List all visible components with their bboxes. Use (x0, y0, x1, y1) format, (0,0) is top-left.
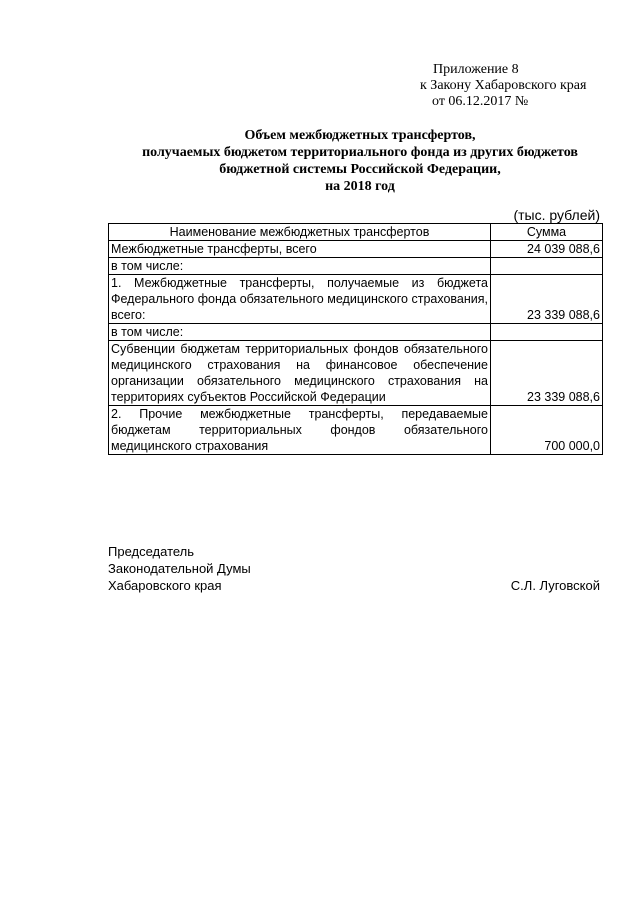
table-row (109, 324, 603, 341)
row-name: 1. Межбюджетные трансферты, получаемые из бюджета Федерального фонда обязательного медицинского страхования, всего: (109, 275, 491, 324)
row-name: Межбюджетные трансферты, всего (109, 241, 491, 258)
row-name: в том числе: (109, 324, 491, 341)
transfers-table (108, 223, 603, 455)
signature-position-2: Законодательной Думы (108, 561, 251, 576)
title-line-1: Объем межбюджетных трансфертов, (244, 128, 476, 143)
header-sum: Сумма (491, 224, 603, 241)
table-header-row (109, 224, 603, 241)
title-line-2: получаемых бюджетом территориального фонда из других бюджетов (142, 145, 578, 160)
row-sum: 23 339 088,6 (491, 341, 603, 406)
row-sum (491, 258, 603, 275)
title-line-3: бюджетной системы Российской Федерации, (219, 162, 501, 177)
title-line-4: на 2018 год (325, 179, 395, 194)
units-label: (тыс. рублей) (513, 207, 600, 223)
appendix-law: к Закону Хабаровского края (420, 78, 587, 93)
table-row (109, 275, 603, 324)
table-row (109, 341, 603, 406)
row-sum: 700 000,0 (491, 406, 603, 455)
signatory-name: С.Л. Луговской (510, 578, 600, 593)
row-sum: 23 339 088,6 (491, 275, 603, 324)
table-row (109, 241, 603, 258)
appendix-reference (420, 62, 586, 110)
row-name: 2. Прочие межбюджетные трансферты, передаваемые бюджетам территориальных фондов обязательного медицинского страхования (109, 406, 491, 455)
signature-position-1: Председатель (108, 544, 195, 559)
row-sum: 24 039 088,6 (491, 241, 603, 258)
row-name: в том числе: (109, 258, 491, 275)
appendix-date: от 06.12.2017 № (432, 94, 529, 109)
signature-block (108, 543, 602, 594)
table-row (109, 406, 603, 455)
row-sum (491, 324, 603, 341)
header-name: Наименование межбюджетных трансфертов (109, 224, 491, 241)
appendix-number: Приложение 8 (433, 62, 519, 77)
table-row (109, 258, 603, 275)
signature-position-3: Хабаровского края (108, 578, 222, 593)
row-name: Субвенции бюджетам территориальных фондов обязательного медицинского страхования на финансовое обеспечение организации обязательного медицинского страхования на территориях субъектов Российской Федерации (109, 341, 491, 406)
document-title (100, 127, 620, 195)
